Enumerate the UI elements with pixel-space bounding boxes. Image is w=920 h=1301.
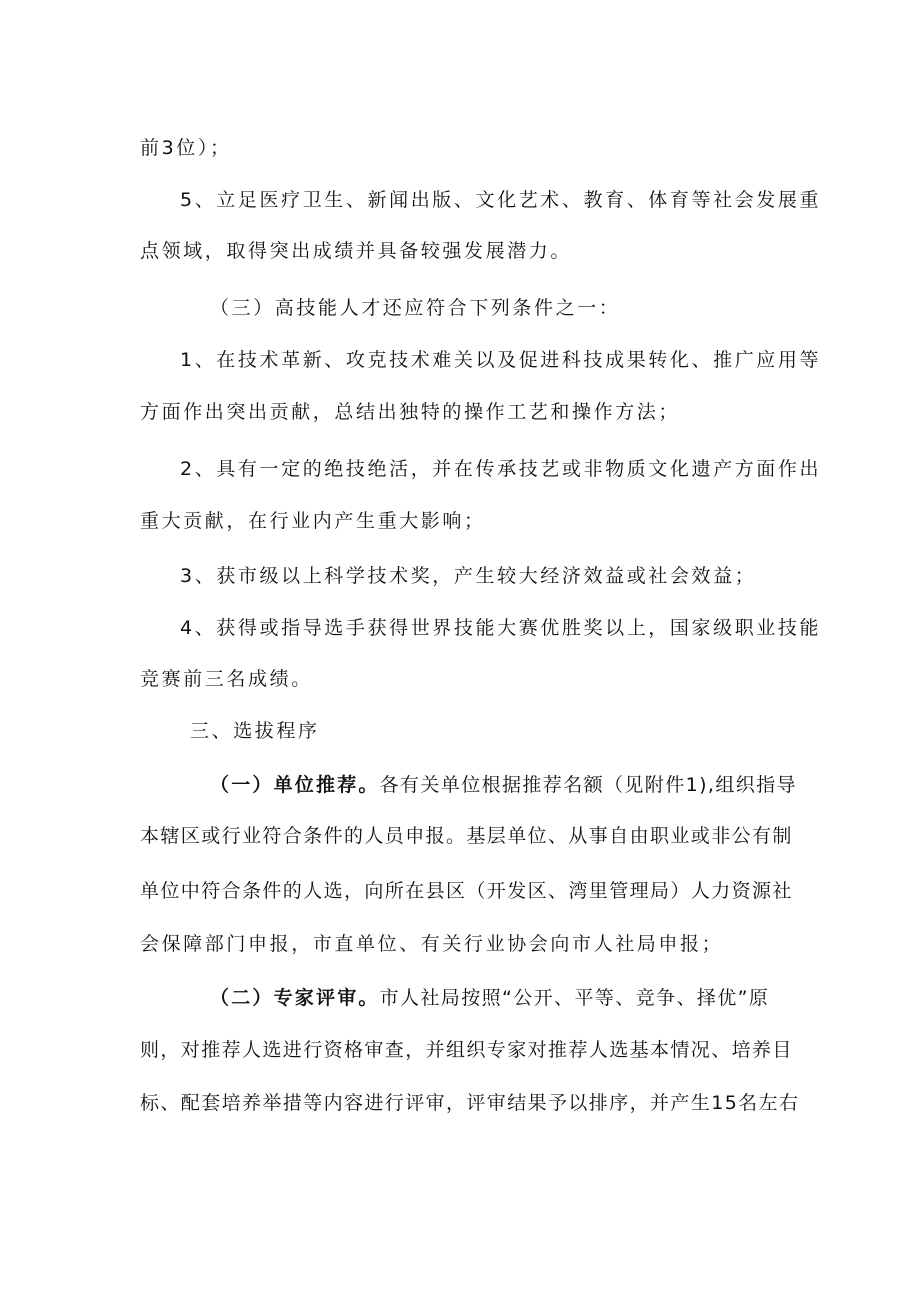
text-line: 方面作出突出贡献，总结出独特的操作工艺和操作方法； [140,401,681,423]
text-line: 4、获得或指导选手获得世界技能大赛优胜奖以上，国家级职业技能 [180,617,822,639]
text-line: 5、立足医疗卫生、新闻出版、文化艺术、教育、体育等社会发展重 [180,189,822,211]
text-line: 点领域，取得突出成绩并具备较强发展潜力。 [140,240,573,262]
text-line: 前3位）； [140,137,232,159]
text-line: 本辖区或行业符合条件的人员申报。基层单位、从事自由职业或非公有制 [140,825,793,847]
section-subheading: （三）高技能人才还应符合下列条件之一： [210,297,621,319]
text-line [210,772,870,798]
text-line: 重大贡献，在行业内产生重大影响； [140,510,486,532]
paragraph-text: 各有关单位根据推荐名额（见附件1),组织指导 [379,774,797,796]
paragraph-lead: （一）单位推荐。 [210,774,380,796]
text-line: 则，对推荐人选进行资格审查，并组织专家对推荐人选基本情况、培养目 [140,1039,793,1061]
paragraph-text: 市人社局按照“公开、平等、竞争、择优”原 [379,987,770,1009]
text-line [210,985,870,1011]
text-line: 1、在技术革新、攻克技术难关以及促进科技成果转化、推广应用等 [180,349,822,371]
text-line: 竞赛前三名成绩。 [140,668,313,690]
paragraph-lead: （二）专家评审。 [210,987,380,1009]
text-line: 标、配套培养举措等内容进行评审，评审结果予以排序，并产生15名左右 [140,1092,800,1114]
text-line: 单位中符合条件的人选，向所在县区（开发区、湾里管理局）人力资源社 [140,880,793,902]
section-heading: 三、选拔程序 [190,720,320,742]
text-line: 2、具有一定的绝技绝活，并在传承技艺或非物质文化遗产方面作出 [180,458,822,480]
text-line: 会保障部门申报，市直单位、有关行业协会向市人社局申报； [140,933,724,955]
text-line: 3、获市级以上科学技术奖，产生较大经济效益或社会效益； [180,565,757,587]
